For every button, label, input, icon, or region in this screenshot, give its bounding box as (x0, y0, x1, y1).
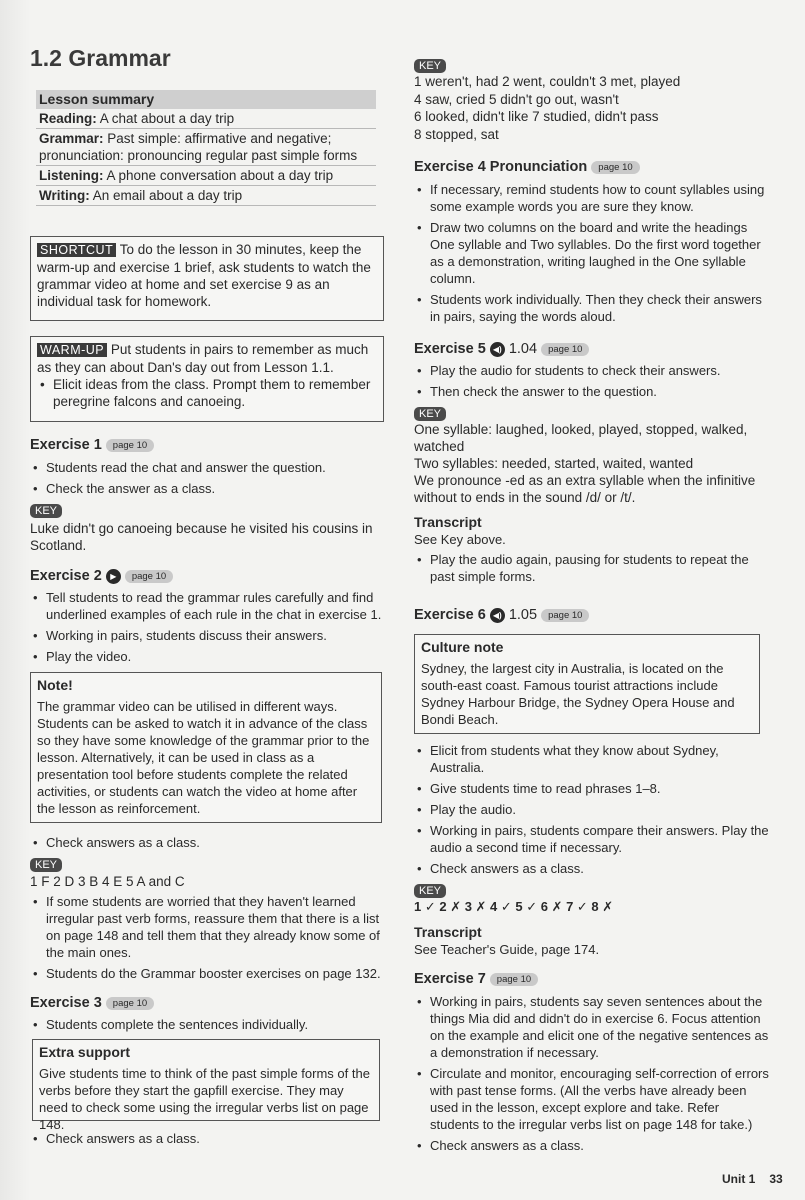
list-item: • Working in pairs, students discuss their answers. (30, 627, 385, 644)
video-play-icon: ▶ (106, 569, 121, 584)
list-item: • Working in pairs, students say seven sentences about the things Mia did and didn't do in exercise 6. Focus attention on the example and elicit one of the negative sentences as a demonstration if necessary. (414, 993, 769, 1061)
exercise-3-body (30, 1016, 385, 1037)
key-badge: KEY (414, 884, 446, 898)
exercise-2-key: 1 F 2 D 3 B 4 E 5 A and C (30, 874, 185, 889)
exercise-4-heading: Exercise 4 Pronunciation page 10 (414, 159, 640, 176)
key-line: 4 saw, cried 5 didn't go out, wasn't (414, 91, 619, 107)
list-item: • Check answers as a class. (414, 860, 769, 877)
key-line: 8 stopped, sat (414, 126, 499, 142)
note-box (30, 672, 382, 823)
page-badge: page 10 (591, 161, 639, 174)
page-badge: page 10 (490, 973, 538, 986)
exercise-6-heading: Exercise 6 ◀) 1.05 page 10 (414, 607, 589, 624)
key-badge: KEY (30, 504, 62, 518)
culture-note-title: Culture note (421, 639, 504, 655)
exercise-7-heading: Exercise 7 page 10 (414, 971, 538, 988)
key-line: Two syllables: needed, started, waited, wanted (414, 456, 694, 471)
page-badge: page 10 (541, 343, 589, 356)
list-item: • Play the audio. (414, 801, 769, 818)
page-badge: page 10 (106, 439, 154, 452)
list-item: • If necessary, remind students how to count syllables using some example words you are sure they know. (414, 181, 769, 215)
page-number: 33 (769, 1172, 783, 1186)
lesson-summary (36, 90, 376, 206)
shortcut-text: To do the lesson in 30 minutes, keep the warm-up and exercise 1 brief, ask students to watch the grammar video at home and set exercise 9 as an individual task for homework. (37, 242, 371, 309)
list-item: • Draw two columns on the board and write the headings One syllable and Two syllables. Do the first word together as a demonstration, writing laughed in the One syllable column. (414, 219, 769, 287)
warmup-box (30, 336, 384, 422)
page-badge: page 10 (125, 570, 173, 583)
exercise-3-key-block (414, 56, 764, 143)
exercise-1-key: Luke didn't go canoeing because he visited his cousins in Scotland. (30, 521, 373, 553)
list-item: • Check answers as a class. (30, 834, 385, 851)
list-item: • Circulate and monitor, encouraging self-correction of errors with past tense forms. (All the verbs have already been used in the lesson, except explore and take. Refer students to the irregular verbs list on page 148 for take.) (414, 1065, 769, 1133)
audio-icon: ◀) (490, 342, 505, 357)
key-line: 1 weren't, had 2 went, couldn't 3 met, played (414, 74, 681, 89)
exercise-6-body (414, 742, 769, 958)
culture-note-text: Sydney, the largest city in Australia, is located on the south-east coast. Famous tourist attractions include Sydney Harbour Bridge, the Sydney Opera House and Bondi Beach. (421, 661, 735, 727)
page-footer (722, 1171, 783, 1188)
key-badge: KEY (30, 858, 62, 872)
warmup-tag: WARM-UP (37, 343, 107, 357)
list-item: • Check the answer as a class. (30, 480, 385, 497)
transcript-text: See Teacher's Guide, page 174. (414, 942, 600, 957)
key-line: We pronounce -ed as an extra syllable when the infinitive without to ends in the sound /d/ or /t/. (414, 473, 756, 505)
note-text: The grammar video can be utilised in different ways. Students can be asked to watch it in advance of the class so they have some knowledge of the grammar prior to the lesson. Alternatively, it can be used in class as a presentation tool before students complete the related activities, or students can watch the video at home after the lesson as reinforcement. (37, 699, 370, 816)
list-item: • Check answers as a class. (414, 1137, 769, 1154)
extra-support-box (32, 1039, 380, 1132)
list-item: • Then check the answer to the question. (414, 383, 769, 400)
list-item: • Check answers as a class. (30, 1130, 385, 1147)
exercise-7-body (414, 993, 769, 1158)
list-item: • Play the audio again, pausing for students to repeat the past simple forms. (414, 551, 769, 585)
list-item: • Students do the Grammar booster exercises on page 132. (30, 965, 385, 982)
key-badge: KEY (414, 407, 446, 421)
key-line: One syllable: laughed, looked, played, stopped, walked, watched (414, 422, 748, 454)
exercise-5-body (414, 362, 769, 589)
shortcut-box (30, 236, 384, 321)
list-item: • Elicit from students what they know about Sydney, Australia. (414, 742, 769, 776)
transcript-title: Transcript (414, 514, 482, 530)
exercise-1-body (30, 459, 385, 554)
culture-note-box (414, 634, 760, 734)
extra-support-title: Extra support (39, 1044, 131, 1060)
key-line: 6 looked, didn't like 7 studied, didn't pass (414, 109, 659, 124)
shortcut-tag: SHORTCUT (37, 243, 116, 257)
audio-icon: ◀) (490, 608, 505, 623)
list-item: • Give students time to read phrases 1–8. (414, 780, 769, 797)
summary-row: Listening: A phone conversation about a day trip (36, 166, 376, 186)
extra-support-text: Give students time to think of the past simple forms of the verbs before they start the gapfill exercise. They may need to check some using the irregular verbs list on page 148. (39, 1066, 370, 1132)
summary-row: Reading: A chat about a day trip (36, 109, 376, 129)
list-item: • Students read the chat and answer the question. (30, 459, 385, 476)
page-edge-shadow (0, 0, 30, 1200)
page-badge: page 10 (541, 609, 589, 622)
list-item: • Tell students to read the grammar rules carefully and find underlined examples of each rule in the chat in exercise 1. (30, 589, 385, 623)
exercise-1-heading: Exercise 1 page 10 (30, 437, 154, 454)
lesson-summary-heading: Lesson summary (36, 90, 376, 109)
warmup-bullet: • Elicit ideas from the class. Prompt them to remember peregrine falcons and canoeing. (37, 376, 377, 410)
summary-row: Writing: An email about a day trip (36, 186, 376, 206)
list-item: • Working in pairs, students compare their answers. Play the audio a second time if necessary. (414, 822, 769, 856)
page-title: 1.2 Grammar (30, 45, 171, 71)
exercise-3-heading: Exercise 3 page 10 (30, 995, 154, 1012)
key-badge: KEY (414, 59, 446, 73)
transcript-title: Transcript (414, 924, 482, 940)
list-item: • Students work individually. Then they check their answers in pairs, saying the words aloud. (414, 291, 769, 325)
exercise-2-body (30, 589, 385, 669)
exercise-2-answers (30, 834, 385, 986)
page-badge: page 10 (106, 997, 154, 1010)
list-item: • Students complete the sentences individually. (30, 1016, 385, 1033)
transcript-text: See Key above. (414, 532, 506, 547)
exercise-6-key: 1 ✓ 2 ✗ 3 ✗ 4 ✓ 5 ✓ 6 ✗ 7 ✓ 8 ✗ (414, 899, 614, 914)
note-title: Note! (37, 677, 73, 693)
exercise-5-heading: Exercise 5 ◀) 1.04 page 10 (414, 341, 589, 358)
list-item: • Play the audio for students to check their answers. (414, 362, 769, 379)
list-item: • Play the video. (30, 648, 385, 665)
warmup-text: Put students in pairs to remember as much as they can about Dan's day out from Lesson 1.1. (37, 342, 369, 375)
exercise-2-heading: Exercise 2 ▶ page 10 (30, 568, 173, 585)
exercise-4-body (414, 181, 769, 329)
unit-label: Unit 1 (722, 1172, 756, 1186)
list-item: • If some students are worried that they haven't learned irregular past verb forms, reassure them that there is a list on page 148 and tell them that they already know some of the main ones. (30, 893, 385, 961)
summary-row: Grammar: Past simple: affirmative and negative; pronunciation: pronouncing regular past simple forms (36, 129, 376, 166)
